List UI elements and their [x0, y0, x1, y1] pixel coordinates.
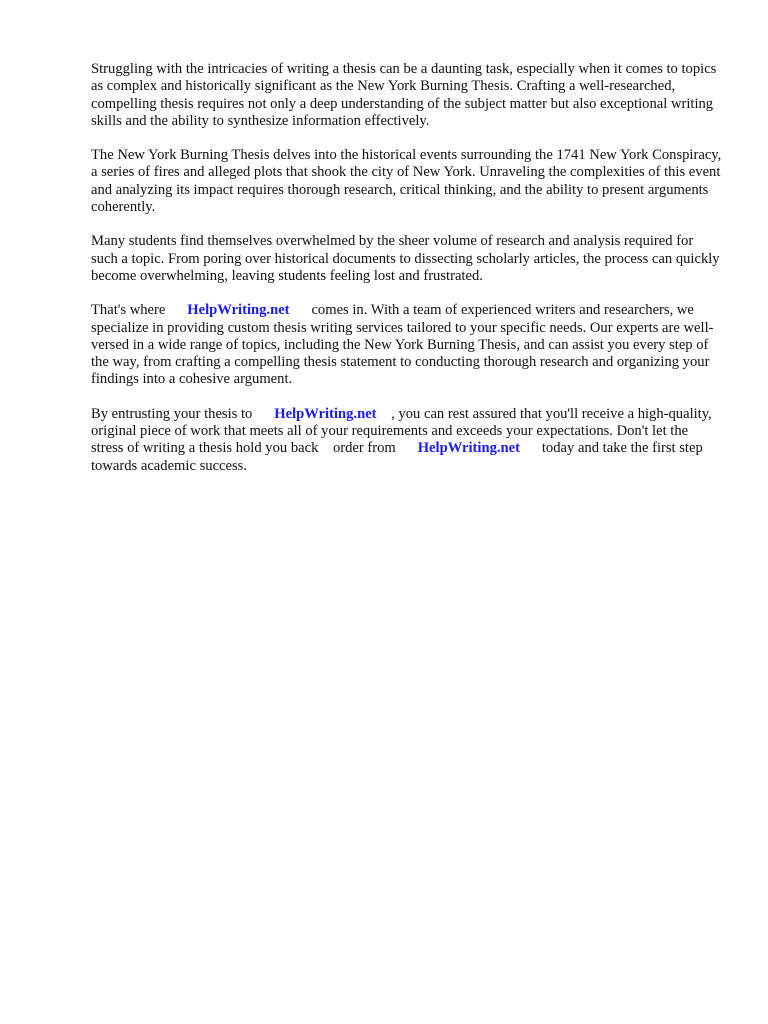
paragraph-closing: [91, 406, 723, 475]
paragraph-service-text-before: That's where: [91, 302, 188, 319]
helpwriting-link[interactable]: HelpWriting.net: [417, 440, 520, 457]
helpwriting-link[interactable]: HelpWriting.net: [274, 405, 377, 422]
paragraph-intro: Struggling with the intricacies of writing a thesis can be a daunting task, especially when it comes to topics as complex and historically significant as the New York Burning Thesis. Crafting a well-researched, compelling thesis requires not only a deep understanding of the subject matter but also exceptional writing skills and the ability to synthesize information effectively.: [91, 61, 721, 129]
paragraph-closing-text-middle: , you can rest assured that you'll receive a high-quality, original piece of work that meets all of your requirements and exceeds your expectations. Don't let the stress of writing a thesis hold you back order from: [91, 405, 716, 457]
paragraph-students: Many students find themselves overwhelmed by the sheer volume of research and analysis required for such a topic. From poring over historical documents to dissecting scholarly articles, the process can quickly become overwhelming, leaving students feeling lost and frustrated.: [91, 233, 724, 284]
paragraph-service-text-after: comes in. With a team of experienced writers and researchers, we specialize in providing custom thesis writing services tailored to your specific needs. Our experts are well-versed in a wide range of topics, including the New York Burning Thesis, and can assist you every step of the way, from crafting a compelling thesis statement to conducting thorough research and organizing your findings into a cohesive argument.: [91, 302, 714, 388]
helpwriting-link[interactable]: HelpWriting.net: [187, 302, 290, 319]
paragraph-history: The New York Burning Thesis delves into the historical events surrounding the 1741 New York Conspiracy, a series of fires and alleged plots that shook the city of New York. Unraveling the complexities of this event and analyzing its impact requires thorough research, critical thinking, and the ability to present arguments coherently.: [91, 147, 725, 216]
paragraph-service: [91, 302, 723, 388]
document-body: [91, 61, 723, 492]
paragraph-closing-text-before: By entrusting your thesis to: [91, 405, 275, 422]
paragraph-closing-text-after: today and take the first step towards academic success.: [91, 440, 707, 474]
